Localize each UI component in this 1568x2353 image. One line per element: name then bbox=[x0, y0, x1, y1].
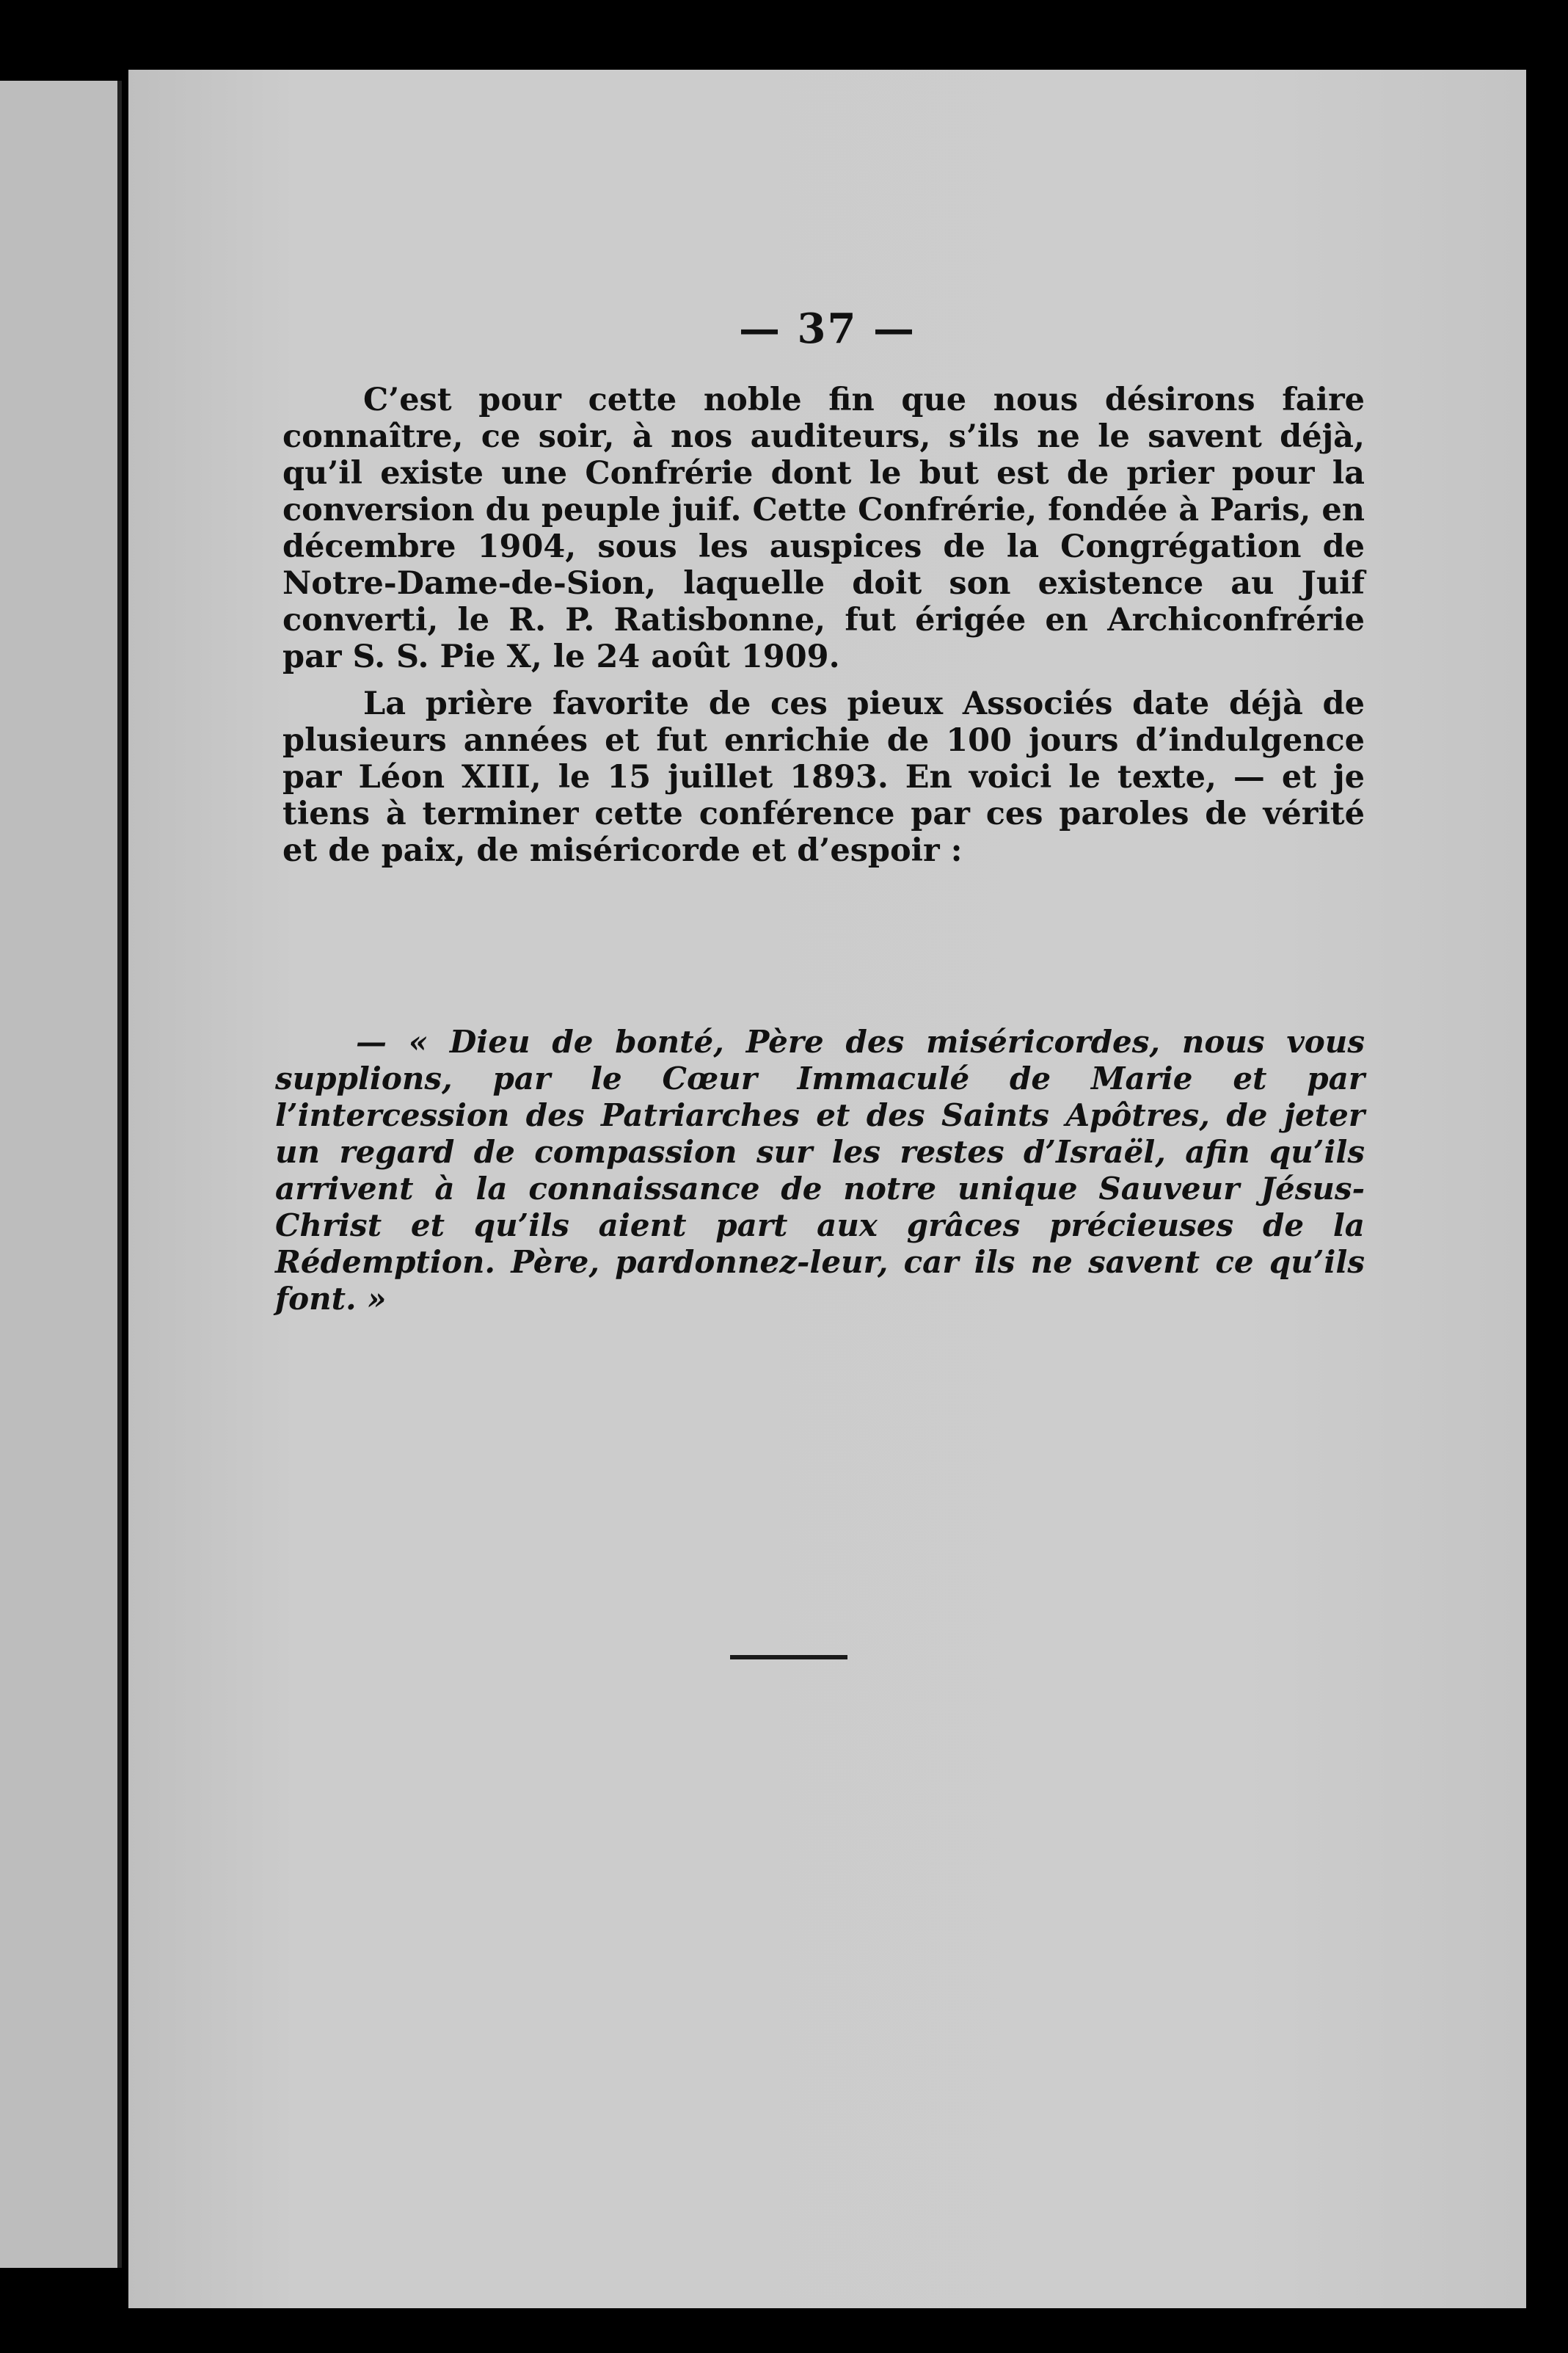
prayer-paragraph: — « Dieu de bonté, Père des miséricordes, nous vous supplions, par le Cœur Immaculé de Marie et par l’intercession des Patriarches et des Saints Apôtres, de jeter un regard de compassion sur les restes d’Israël, afin qu’ils arrivent à la connaissance de notre unique Sauveur Jésus-Christ et qu’ils aient part aux grâces précieuses de la Rédemption. Père, pardonnez-leur, car ils ne savent ce qu’ils font. » bbox=[275, 1024, 1365, 1317]
paragraph-confrerie: C’est pour cette noble fin que nous désirons faire connaître, ce soir, à nos auditeurs, s’ils ne le savent déjà, qu’il existe une Confrérie dont le but est de prier pour la conversion du peuple juif. Cette Confrérie, fondée à Paris, en décembre 1904, sous les auspices de la Congrégation de Notre-Dame-de-Sion, laquelle doit son existence au Juif converti, le R. P. Ratisbonne, fut érigée en Archiconfrérie par S. S. Pie X, le 24 août 1909. bbox=[282, 382, 1365, 675]
body-text bbox=[282, 382, 1365, 879]
prayer-text bbox=[275, 1024, 1365, 1317]
paragraph-priere: La prière favorite de ces pieux Associés date déjà de plusieurs années et fut enrichie de 100 jours d’indulgence par Léon XIII, le 15 juillet 1893. En voici le texte, — et je tiens à terminer cette conférence par ces paroles de vérité et de paix, de miséricorde et d’espoir : bbox=[282, 685, 1365, 869]
end-rule-divider bbox=[730, 1655, 847, 1659]
book-page bbox=[128, 70, 1526, 2308]
page-number: — 37 — bbox=[739, 305, 916, 353]
adjacent-page-edge bbox=[0, 81, 122, 2268]
